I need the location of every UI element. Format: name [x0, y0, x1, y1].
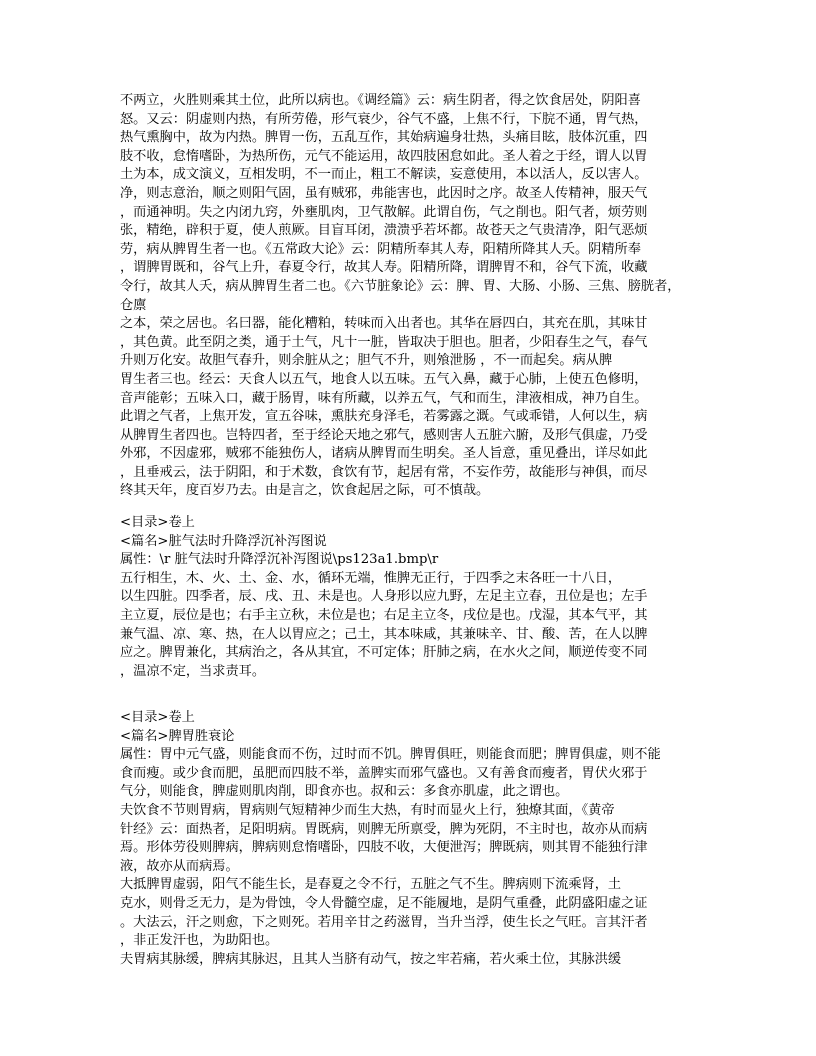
text-line: 主立夏，辰位是也；右手主立秋，未位是也；右足主立冬，戌位是也。戊湿，其本气平，其: [120, 607, 648, 623]
text-line: 仓廪: [120, 297, 147, 313]
text-line: 五行相生，木、火、土、金、水，循环无端，惟脾无正行，于四季之末各旺一十八日，: [120, 570, 622, 586]
text-line: 食而瘦。或少食而肥，虽肥而四肢不举，盖脾实而邪气盛也。又有善食而瘦者，胃伏火邪于: [120, 765, 648, 781]
catalog-heading: <目录>卷上: [120, 515, 195, 530]
text-line: 胃生者三也。经云：天食人以五气，地食人以五味。五气入鼻，藏于心肺，上使五色修明，: [120, 371, 648, 387]
text-line: 应之。脾胃兼化，其病治之，各从其宜，不可定体；肝肺之病，在水火之间，顺逆传变不同: [120, 645, 648, 661]
text-line: 终其天年，度百岁乃去。由是言之，饮食起居之际，可不慎哉。: [120, 483, 490, 499]
text-line: 液，故亦从而病焉。: [120, 858, 239, 874]
attribute-line: 属性：胃中元气盛，则能食而不伤，过时而不饥。脾胃俱旺，则能食而肥；脾胃俱虚，则不能: [120, 747, 661, 763]
text-line: 针经》云：面热者，足阳明病。胃既病，则脾无所禀受，脾为死阴，不主时也，故亦从而病: [120, 821, 648, 837]
text-line: 张，精绝，辟积于夏，使人煎厥。目盲耳闭，溃溃乎若坏都。故苍天之气贵清净，阳气恶烦: [120, 223, 648, 239]
chapter-title: <篇名>脏气法时升降浮沉补泻图说: [120, 533, 327, 549]
text-line: ，而通神明。失之内闭九窍，外壅肌肉，卫气散解。此谓自伤，气之削也。阳气者，烦劳则: [120, 204, 648, 220]
text-line: 肢不收，怠惰嗜卧，为热所伤，元气不能运用，故四肢困怠如此。圣人着之于经，谓人以胃: [120, 148, 648, 164]
chapter-title: <篇名>脾胃胜衰论: [120, 728, 235, 744]
attribute-line: 属性：\r 脏气法时升降浮沉补泻图说\ps123a1.bmp\r: [120, 552, 439, 568]
text-line: 外邪，不因虚邪，贼邪不能独伤人，诸病从脾胃而生明矣。圣人旨意，重见叠出，详尽如此: [120, 446, 648, 462]
text-line: 土为本，成文演义，互相发明，不一而止，粗工不解读，妄意使用，本以活人，反以害人。: [120, 167, 648, 183]
text-line: 音声能彰；五味入口，藏于肠胃，味有所藏，以养五气，气和而生，津液相成，神乃自生。: [120, 390, 648, 406]
text-section-spleen-stomach-causes: [120, 92, 720, 501]
text-line: 气分，则能食，脾虚则肌肉削，即食亦也。叔和云：多食亦肌虚，此之谓也。: [120, 784, 569, 800]
text-line: ，其色黄。此至阴之类，通于土气，凡十一脏，皆取决于胆也。胆者，少阳春生之气，春气: [120, 334, 648, 350]
text-line: 之本，荣之居也。名曰器，能化糟粕，转味而入出者也。其华在唇四白，其充在肌，其味甘: [120, 316, 648, 332]
text-line: ，谓脾胃既和，谷气上升，春夏令行，故其人寿。阳精所降，谓脾胃不和，谷气下流，收藏: [120, 260, 648, 276]
text-line: 怒。又云：阴虚则内热，有所劳倦，形气衰少，谷气不盛，上焦不行，下脘不通，胃气热，: [120, 111, 648, 127]
text-line: 夫饮食不节则胃病，胃病则气短精神少而生大热，有时而显火上行，独燎其面，《黄帝: [120, 802, 615, 818]
catalog-heading: <目录>卷上: [120, 710, 195, 725]
text-line: 从脾胃生者四也。岂特四者，至于经论天地之邪气，感则害人五脏六腑，及形气俱虚，乃受: [120, 427, 648, 443]
text-line: 不两立，火胜则乘其土位，此所以病也。《调经篇》云：病生阴者，得之饮食居处，阴阳喜: [120, 93, 641, 108]
text-line: 令行，故其人夭，病从脾胃生者二也。《六节脏象论》云：脾、胃、大肠、小肠、三焦、膀胱者，: [120, 278, 681, 294]
text-line: 焉。形体劳役则脾病，脾病则怠惰嗜卧，四肢不收，大便泄泻；脾既病，则其胃不能独行津: [120, 840, 648, 856]
text-line: 以生四脏。四季者，辰、戌、丑、未是也。人身形以应九野，左足主立春，丑位是也；左手: [120, 589, 648, 605]
text-line: 夫胃病其脉缓，脾病其脉迟，且其人当脐有动气，按之牢若痛，若火乘土位，其脉洪缓: [120, 951, 622, 967]
text-line: 净，则志意治，顺之则阳气固，虽有贼邪，弗能害也，此因时之序。故圣人传精神，服天气: [120, 185, 648, 201]
text-section-organ-qi-diagram: [120, 514, 720, 681]
text-line: 大抵脾胃虚弱，阳气不能生长，是春夏之令不行，五脏之气不生。脾病则下流乘肾，土: [120, 877, 622, 893]
text-section-spleen-stomach-strength-decline: [120, 709, 720, 969]
text-line: 此谓之气者，上焦开发，宣五谷味，熏肤充身泽毛，若雾露之溉。气或乖错，人何以生，病: [120, 409, 648, 425]
text-line: 克水，则骨乏无力，是为骨蚀，令人骨髓空虚，足不能履地，是阴气重叠，此阴盛阳虚之证: [120, 895, 648, 911]
text-line: 劳，病从脾胃生者一也。《五常政大论》云：阴精所奉其人寿，阳精所降其人夭。阴精所奉: [120, 241, 641, 257]
text-line: ，温凉不定，当求责耳。: [120, 663, 266, 679]
text-line: ，非正发汗也，为助阳也。: [120, 933, 279, 949]
text-line: ，且垂戒云，法于阴阳，和于术数，食饮有节，起居有常，不妄作劳，故能形与神俱，而尽: [120, 464, 648, 480]
text-line: 。大法云，汗之则愈，下之则死。若用辛甘之药滋胃，当升当浮，使生长之气旺。言其汗者: [120, 914, 648, 930]
text-line: 升则万化安。故胆气春升，则余脏从之；胆气不升，则飧泄肠 ，不一而起矣。病从脾: [120, 353, 613, 369]
text-line: 兼气温、凉、寒、热，在人以胃应之；己土，其本味咸，其兼味辛、甘、酸、苦，在人以脾: [120, 626, 648, 642]
text-line: 热气熏胸中，故为内热。脾胃一伤，五乱互作，其始病遍身壮热，头痛目眩，肢体沉重，四: [120, 130, 648, 146]
